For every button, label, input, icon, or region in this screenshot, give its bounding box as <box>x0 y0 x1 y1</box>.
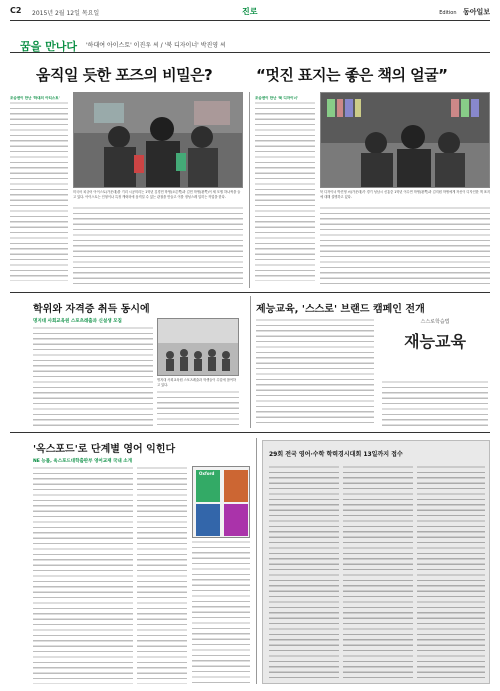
logo-brand: 재능교육 <box>404 332 466 351</box>
left-photo-caption: 미국어 피규어 아이스토(가운데)를 기리 시공미리는 1학년 김경민 학생(오른쪽)과 김민 학생(왼쪽)이 세 모델 하나씩을 들고 있다. 아이스토는 인형이나 특정 캐릭터에 움직일 수 있는 관절을 만들고 이를 정성스레 입히는 작업을 한다. <box>73 190 241 199</box>
bottom-mid-body <box>137 466 187 684</box>
oxford-book-covers <box>192 466 250 538</box>
paper-name <box>439 7 490 17</box>
right-headline: “멋진 표지는 좋은 책의 얼굴” <box>256 66 448 84</box>
issue-date: 2015년 2월 12일 목요일 <box>32 10 100 17</box>
mid-divider <box>250 296 251 428</box>
mid-left-lead: 명지대 사회교육원 스포츠레출과 신설생 모집 <box>33 319 122 324</box>
left-feature-photo <box>73 92 243 188</box>
left-body-lines <box>10 101 68 281</box>
bottom-mid-body-lines <box>137 466 187 684</box>
feature-kicker: 꿈을 만나다 <box>20 40 77 53</box>
logo-tagline: 스스로학습법 <box>420 319 450 325</box>
right-feature-photo <box>320 92 490 188</box>
mid-left-body-2 <box>157 390 239 426</box>
right-body-lines <box>255 101 315 281</box>
feature-subhead: '하대여 아이스토' 이진우 씨 / '북 디자이너' 박진영 씨 <box>86 42 226 49</box>
left-headline: 움직일 듯한 포즈의 비밀은? <box>36 66 213 84</box>
bottom-right-col1 <box>269 465 339 679</box>
left-body-lines-2 <box>73 206 243 286</box>
right-article-cont <box>320 206 490 286</box>
bottom-right-lines-2 <box>343 465 413 679</box>
bottom-left-lead: NE 능률, 옥스포드대학출판부 영어교재 국내 소개 <box>33 459 132 464</box>
paper-title: 동아일보 <box>462 8 490 16</box>
mid-left-body-lines-2 <box>157 390 239 426</box>
mid-right-body-lines <box>256 318 374 426</box>
photo-classroom <box>158 319 239 376</box>
mid-right-title: 제능교육, '스스로' 브랜드 캠페인 전개 <box>256 304 425 315</box>
header-rule <box>10 20 490 21</box>
column-divider <box>249 92 250 288</box>
bottom-left-body-lines <box>33 466 133 684</box>
cover-label: Oxford <box>199 471 215 476</box>
feature-rule <box>10 52 490 53</box>
jaeneung-logo <box>382 318 488 378</box>
bottom-left-body <box>33 466 133 684</box>
mid-left-photo <box>157 318 239 376</box>
right-photo-caption: 북 디자이너 박진영 씨(가운데)가 경기 성남시 신흥중 1학년 이수연 학생(왼쪽)과 김지원 학생에게 자신이 디자인한 책 표지에 대해 설명하고 있다. <box>320 190 490 199</box>
mid-left-body-lines <box>33 326 153 426</box>
bottom-right-lines-1 <box>269 465 339 679</box>
section-name: 진로 <box>242 7 258 16</box>
right-article-body <box>255 96 315 286</box>
photo-book-designer <box>321 93 490 188</box>
mid-right-body-2 <box>382 380 488 426</box>
paper-edition: Edition <box>439 10 457 16</box>
mid-rule <box>10 292 490 293</box>
left-article-lead: 조승센이 만난 '하대의 아티스트' <box>10 96 60 100</box>
book-covers-image <box>193 467 250 538</box>
bottom-right-lines-3 <box>417 465 485 679</box>
bottom-divider <box>256 438 257 684</box>
bottom-right-banner: 29회 전국 영어·수학 학력경시대회 13일까지 접수 <box>269 451 403 458</box>
bottom-left-title: '옥스포드'로 단계별 영어 익힌다 <box>33 444 176 455</box>
bottom-right-col2 <box>343 465 413 679</box>
mid-left-title: 학위와 자격증 취득 동시에 <box>33 304 150 315</box>
bottom-right-col3 <box>417 465 485 679</box>
left-article-cont <box>73 206 243 286</box>
lower-rule <box>10 432 490 433</box>
bottom-left-body-2 <box>192 540 250 684</box>
photo-students-figurines <box>74 93 243 188</box>
bottom-right-box <box>262 440 490 684</box>
page-header <box>10 6 490 18</box>
left-article-body <box>10 96 68 286</box>
mid-left-caption: 명지대 사회교육원 스포츠레출과 학생들이 수업에 참여하고 있다. <box>157 378 236 387</box>
mid-left-body <box>33 326 153 426</box>
right-body-lines-2 <box>320 206 490 286</box>
mid-right-body-lines-2 <box>382 380 488 426</box>
bottom-left-body-lines-2 <box>192 540 250 684</box>
right-article-lead: 조승센이 만난 '북 디자이너' <box>255 96 298 100</box>
mid-right-body <box>256 318 374 426</box>
page-number: C2 <box>10 6 22 15</box>
